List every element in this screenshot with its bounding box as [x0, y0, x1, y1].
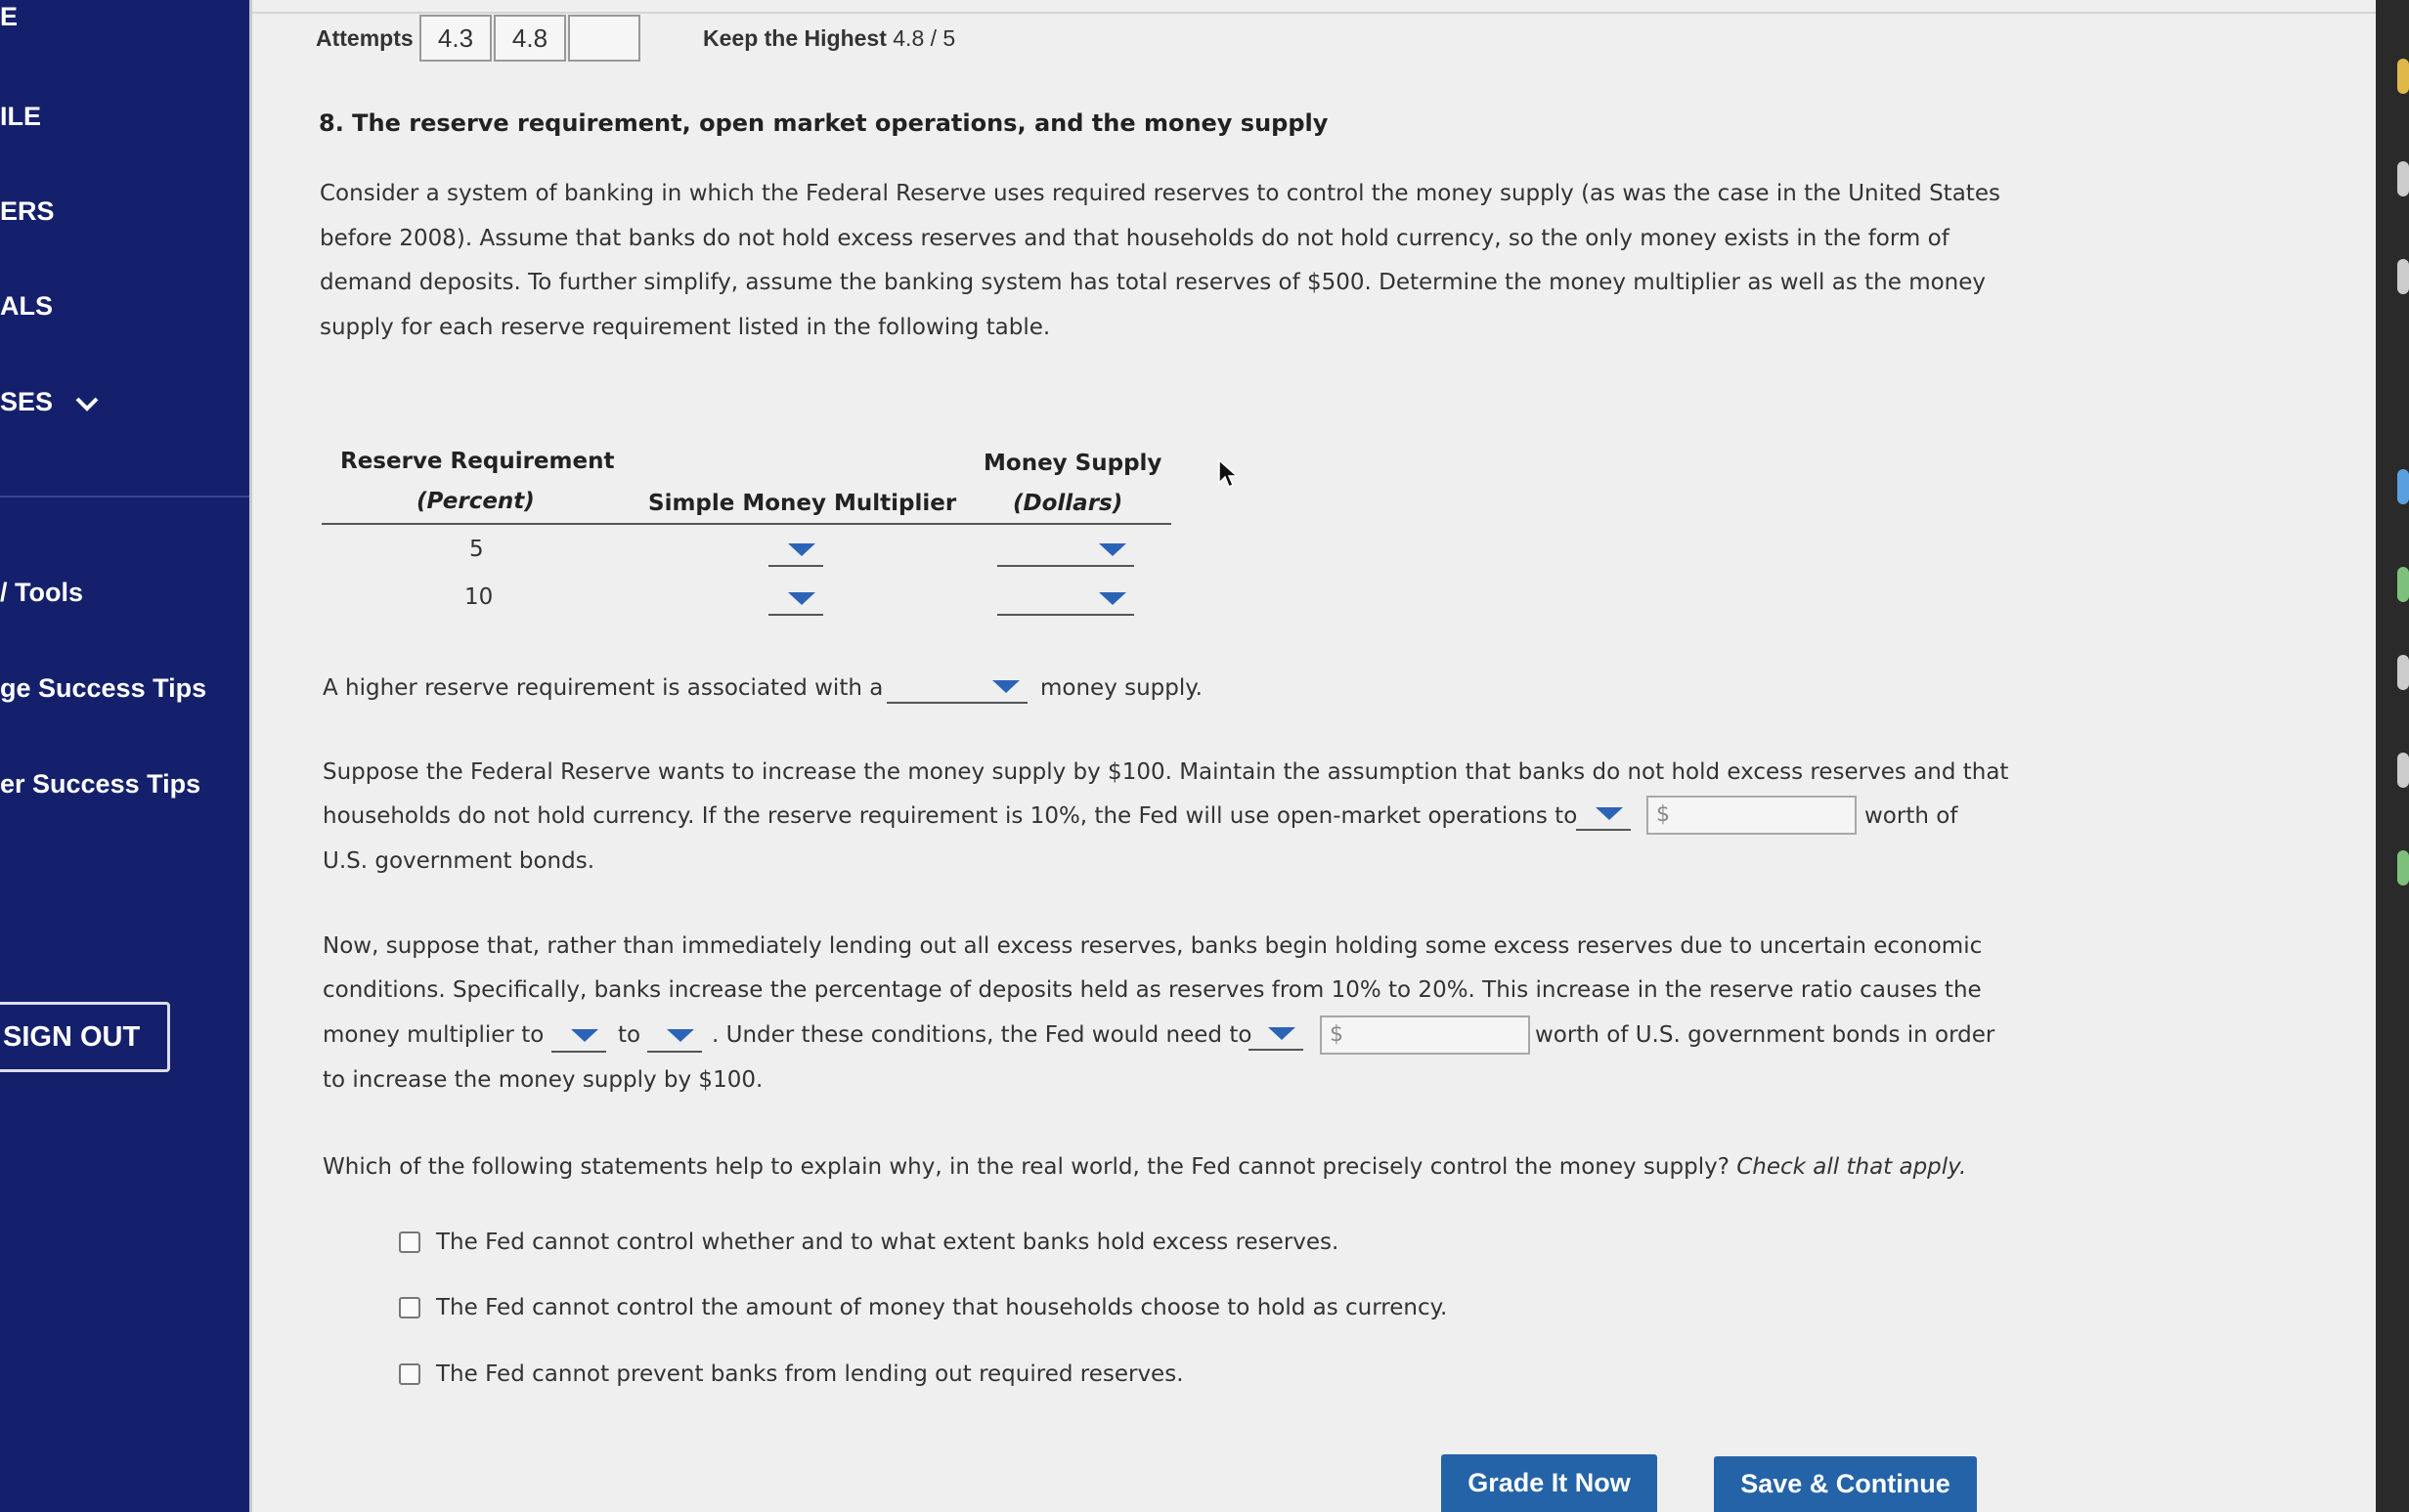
option-label: The Fed cannot prevent banks from lending out required reserves.: [436, 1361, 1184, 1387]
checkbox[interactable]: [399, 1297, 420, 1318]
sidebar-item-orders[interactable]: ERS: [0, 196, 55, 226]
dropdown-arrow-icon: [788, 543, 815, 556]
excess-line3-d: worth of U.S. government bonds in order: [1535, 1022, 1995, 1048]
window-edge: [2376, 0, 2409, 1512]
keep-highest-value: 4.8 / 5: [893, 25, 956, 51]
open-market-amount-input[interactable]: $: [1646, 796, 1857, 835]
option-required-reserves[interactable]: [399, 1361, 1184, 1387]
attempts-label: Attempts: [316, 25, 414, 51]
intro-line: Consider a system of banking in which the Federal Reserve uses required reserves to control the money supply (as was the case in the United States: [320, 181, 2000, 206]
excess-line1: Now, suppose that, rather than immediately lending out all excess reserves, banks begin holding some excess reserves due to uncertain economic: [323, 933, 1983, 959]
edge-tab: [2397, 259, 2409, 294]
col-money-supply-title: Money Supply: [984, 451, 1162, 476]
fed-increase-line1: Suppose the Federal Reserve wants to increase the money supply by $100. Maintain the assumption that banks do not hold excess reserves and that: [323, 759, 2009, 785]
option-label: The Fed cannot control the amount of money that households choose to hold as currency.: [436, 1295, 1448, 1320]
fed-action-dropdown[interactable]: [1248, 1019, 1303, 1051]
checkbox[interactable]: [399, 1231, 420, 1253]
sidebar-item-courses[interactable]: [0, 387, 100, 417]
fed-amount-input[interactable]: $: [1320, 1015, 1530, 1055]
excess-line4: to increase the money supply by $100.: [323, 1067, 764, 1093]
intro-line: supply for each reserve requirement listed in the following table.: [320, 314, 1051, 340]
multiplier-10-dropdown[interactable]: [768, 584, 823, 616]
which-question-hint: Check all that apply.: [1736, 1154, 1967, 1180]
sidebar-item-courses-label: SES: [0, 387, 54, 416]
fed-increase-line3: U.S. government bonds.: [323, 848, 595, 874]
which-question-text: Which of the following statements help to explain why, in the real world, the Fed cannot precisely control the money supply?: [323, 1154, 1730, 1180]
dropdown-arrow-icon: [788, 592, 815, 605]
dropdown-arrow-icon: [1099, 543, 1126, 556]
edge-tab: [2397, 567, 2409, 602]
intro-line: before 2008). Assume that banks do not hold excess reserves and that households do not hold currency, so the only money exists in the form of: [320, 225, 1949, 251]
edge-tab: [2397, 59, 2409, 94]
multiplier-to-dropdown[interactable]: [647, 1021, 702, 1053]
sidebar-item-study-tools[interactable]: / Tools: [0, 578, 83, 607]
question-intro: [320, 172, 2000, 350]
edge-tab: [2397, 753, 2409, 788]
col-reserve-requirement-title: Reserve Requirement: [340, 449, 615, 474]
attempt-score-2: 4.8: [494, 15, 566, 62]
money-supply-5-dropdown[interactable]: [997, 536, 1134, 567]
dropdown-arrow-icon: [571, 1029, 598, 1042]
option-currency[interactable]: [399, 1295, 1447, 1320]
edge-tab: [2397, 850, 2409, 886]
table-header-rule: [322, 523, 1171, 525]
keep-highest-label: Keep the Highest: [703, 25, 887, 51]
money-supply-10-dropdown[interactable]: [997, 584, 1134, 616]
edge-tab: [2397, 469, 2409, 504]
sidebar-item-home[interactable]: E: [0, 2, 19, 31]
mouse-cursor-icon: [1218, 459, 1238, 489]
top-divider: [252, 12, 2379, 14]
col-reserve-requirement-sub: (Percent): [416, 489, 535, 514]
higher-req-before: A higher reserve requirement is associated with a: [323, 675, 884, 701]
sidebar-item-college-success-tips[interactable]: ge Success Tips: [0, 673, 207, 703]
dropdown-arrow-icon: [667, 1029, 694, 1042]
higher-req-dropdown[interactable]: [887, 672, 1028, 704]
fed-increase-line2-after: worth of: [1864, 803, 1958, 829]
col-money-multiplier-title: Simple Money Multiplier: [648, 491, 957, 516]
attempt-score-3: [568, 15, 640, 62]
sidebar: [0, 0, 249, 1512]
question-title: 8. The reserve requirement, open market operations, and the money supply: [319, 109, 1329, 137]
multiplier-5-dropdown[interactable]: [768, 536, 823, 567]
dropdown-arrow-icon: [1268, 1027, 1295, 1040]
keep-highest: [703, 25, 955, 52]
edge-tab: [2397, 655, 2409, 690]
open-market-action-dropdown[interactable]: [1576, 799, 1631, 831]
sidebar-item-rentals[interactable]: ALS: [0, 291, 53, 321]
edge-tab: [2397, 161, 2409, 196]
grade-it-now-button[interactable]: Grade It Now: [1441, 1454, 1657, 1512]
excess-line2: conditions. Specifically, banks increase the percentage of deposits held as reserves from 10% to 20%. This increase in the reserve ratio causes the: [323, 977, 1982, 1003]
higher-req-after: money supply.: [1040, 675, 1203, 701]
multiplier-from-dropdown[interactable]: [551, 1021, 606, 1053]
fed-increase-line2: households do not hold currency. If the reserve requirement is 10%, the Fed will use open-market operations to: [323, 803, 1578, 829]
checkbox[interactable]: [399, 1363, 420, 1385]
sidebar-item-career-success-tips[interactable]: er Success Tips: [0, 769, 201, 799]
row-reserve-10: 10: [464, 584, 494, 610]
intro-line: demand deposits. To further simplify, assume the banking system has total reserves of $500. Determine the money multiplier as well as the money: [320, 270, 1987, 295]
sign-out-button[interactable]: SIGN OUT: [0, 1002, 170, 1072]
option-label: The Fed cannot control whether and to what extent banks hold excess reserves.: [436, 1230, 1339, 1255]
dropdown-arrow-icon: [1596, 807, 1623, 820]
excess-line3-c: . Under these conditions, the Fed would need to: [712, 1022, 1252, 1048]
col-money-supply-sub: (Dollars): [1013, 491, 1123, 516]
sidebar-item-profile[interactable]: ILE: [0, 102, 42, 131]
attempt-score-1: 4.3: [419, 15, 492, 62]
chevron-down-icon: [74, 395, 100, 412]
excess-line3-b: to: [618, 1022, 641, 1048]
sidebar-divider: [0, 496, 249, 497]
dropdown-arrow-icon: [1099, 592, 1126, 605]
excess-line3-a: money multiplier to: [323, 1022, 545, 1048]
row-reserve-5: 5: [469, 537, 484, 562]
dropdown-arrow-icon: [992, 680, 1020, 693]
save-continue-button[interactable]: Save & Continue: [1714, 1456, 1977, 1512]
option-excess-reserves[interactable]: [399, 1230, 1338, 1255]
which-question: [323, 1145, 1966, 1190]
